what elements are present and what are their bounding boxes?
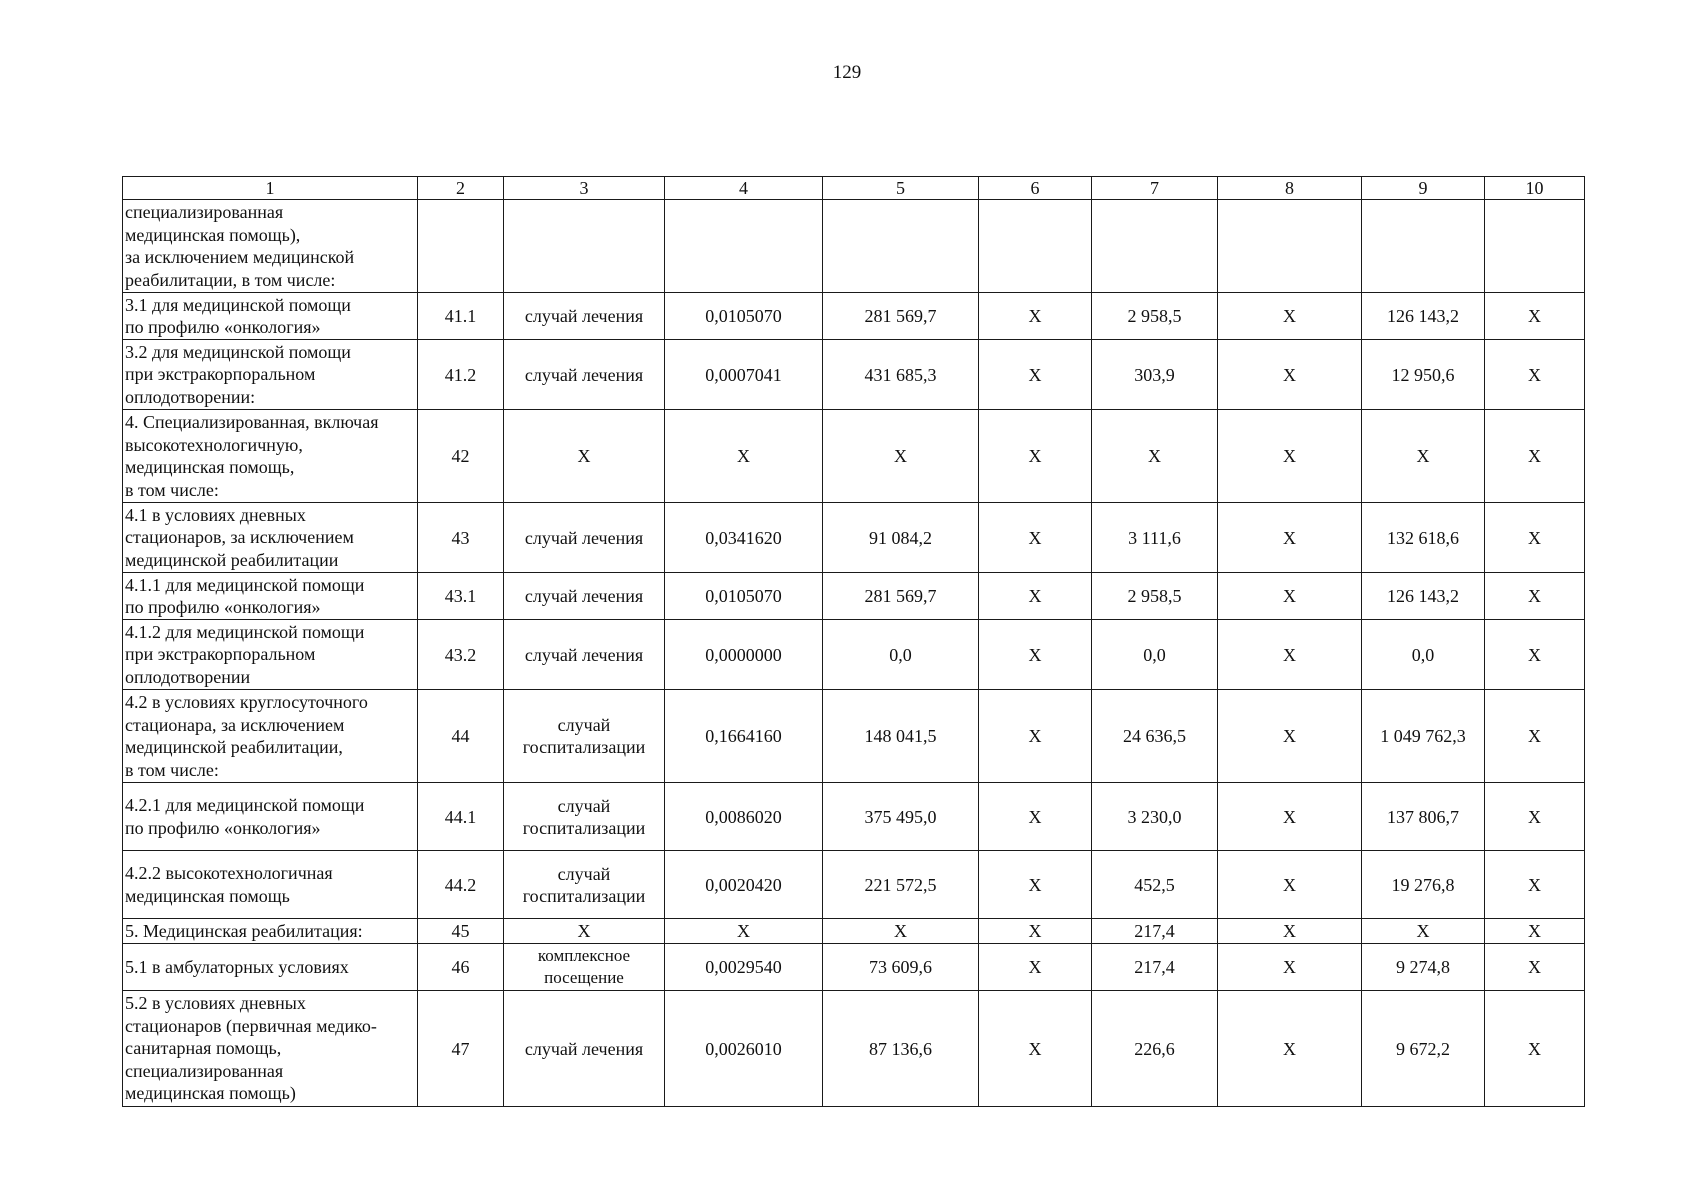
table-cell: 44 — [418, 690, 504, 783]
table-cell: X — [1485, 573, 1585, 620]
table-cell: 0,0105070 — [665, 293, 823, 340]
row-name-cell: 4.2.1 для медицинской помощи по профилю «онкология» — [123, 783, 418, 851]
table-row — [123, 991, 1585, 1107]
table-cell: 126 143,2 — [1362, 573, 1485, 620]
table-cell: X — [979, 503, 1092, 573]
row-name-cell: 4.1.1 для медицинской помощи по профилю «онкология» — [123, 573, 418, 620]
table-cell: 44.2 — [418, 851, 504, 919]
table-cell: X — [504, 919, 665, 944]
table-cell: комплексное посещение — [504, 944, 665, 991]
table-cell: X — [1485, 944, 1585, 991]
table-cell: X — [1218, 851, 1362, 919]
table-cell: 12 950,6 — [1362, 340, 1485, 410]
table-cell: X — [1485, 991, 1585, 1107]
row-name-cell: 4.1.2 для медицинской помощи при экстракорпоральном оплодотворении — [123, 620, 418, 690]
table-cell: X — [1218, 991, 1362, 1107]
row-name-cell: 4. Специализированная, включая высокотехнологичную, медицинская помощь, в том числе: — [123, 410, 418, 503]
table-cell: 281 569,7 — [823, 293, 979, 340]
column-header: 6 — [979, 177, 1092, 200]
table-cell: 0,0 — [1092, 620, 1218, 690]
table-cell: 87 136,6 — [823, 991, 979, 1107]
table-cell: X — [979, 293, 1092, 340]
table-cell: 431 685,3 — [823, 340, 979, 410]
table-cell: 148 041,5 — [823, 690, 979, 783]
table-cell: X — [1485, 919, 1585, 944]
page-number: 129 — [832, 62, 862, 83]
table-cell: X — [1218, 783, 1362, 851]
table-cell: 2 958,5 — [1092, 293, 1218, 340]
table-row — [123, 620, 1585, 690]
table-cell — [665, 200, 823, 293]
table-cell: X — [1485, 340, 1585, 410]
table-cell: X — [1362, 919, 1485, 944]
table-cell: случай госпитализации — [504, 851, 665, 919]
table-cell: X — [1485, 783, 1585, 851]
table-cell: случай лечения — [504, 340, 665, 410]
table-cell: 9 274,8 — [1362, 944, 1485, 991]
table-cell — [1362, 200, 1485, 293]
table-cell: 0,0341620 — [665, 503, 823, 573]
table-cell: X — [1218, 919, 1362, 944]
table-cell: X — [1485, 620, 1585, 690]
table-cell: X — [1218, 620, 1362, 690]
table-cell: X — [1218, 293, 1362, 340]
table-cell — [504, 200, 665, 293]
column-header: 4 — [665, 177, 823, 200]
table-cell: случай лечения — [504, 573, 665, 620]
table-cell: X — [665, 919, 823, 944]
table-row — [123, 919, 1585, 944]
table-cell: 0,0029540 — [665, 944, 823, 991]
table-cell: случай лечения — [504, 293, 665, 340]
table-cell: 44.1 — [418, 783, 504, 851]
table-row — [123, 783, 1585, 851]
table-cell: случай госпитализации — [504, 783, 665, 851]
data-table — [122, 176, 1585, 1107]
table-cell: 1 049 762,3 — [1362, 690, 1485, 783]
table-row — [123, 340, 1585, 410]
table-cell: 0,1664160 — [665, 690, 823, 783]
table-cell: X — [1485, 503, 1585, 573]
table-cell: 0,0026010 — [665, 991, 823, 1107]
column-header: 10 — [1485, 177, 1585, 200]
row-name-cell: специализированная медицинская помощь), за исключением медицинской реабилитации, в том числе: — [123, 200, 418, 293]
table-cell: X — [823, 919, 979, 944]
table-cell: 0,0086020 — [665, 783, 823, 851]
table-row — [123, 690, 1585, 783]
table-cell: 0,0 — [1362, 620, 1485, 690]
table-cell: X — [1218, 944, 1362, 991]
table-cell: 43.2 — [418, 620, 504, 690]
table-cell: случай лечения — [504, 620, 665, 690]
table-cell: X — [979, 340, 1092, 410]
table-cell: случай лечения — [504, 991, 665, 1107]
table-row — [123, 410, 1585, 503]
table-cell: 41.1 — [418, 293, 504, 340]
table-cell — [1218, 200, 1362, 293]
table-cell: X — [979, 573, 1092, 620]
table-cell: 9 672,2 — [1362, 991, 1485, 1107]
row-name-cell: 4.1 в условиях дневных стационаров, за исключением медицинской реабилитации — [123, 503, 418, 573]
table-cell: 137 806,7 — [1362, 783, 1485, 851]
table-cell: X — [1485, 690, 1585, 783]
table-cell: 221 572,5 — [823, 851, 979, 919]
table-cell: 46 — [418, 944, 504, 991]
table-cell: 303,9 — [1092, 340, 1218, 410]
table-cell — [418, 200, 504, 293]
column-header: 2 — [418, 177, 504, 200]
table-cell: 19 276,8 — [1362, 851, 1485, 919]
table-cell: 0,0105070 — [665, 573, 823, 620]
row-name-cell: 3.2 для медицинской помощи при экстракорпоральном оплодотворении: — [123, 340, 418, 410]
table-cell: 0,0000000 — [665, 620, 823, 690]
table-cell: 0,0007041 — [665, 340, 823, 410]
table-cell: X — [665, 410, 823, 503]
table-cell: 2 958,5 — [1092, 573, 1218, 620]
table-cell: X — [979, 783, 1092, 851]
table-cell — [979, 200, 1092, 293]
table-cell: X — [1218, 503, 1362, 573]
table-row — [123, 200, 1585, 293]
table-row — [123, 851, 1585, 919]
table-row — [123, 293, 1585, 340]
table-row — [123, 503, 1585, 573]
table-cell: X — [979, 410, 1092, 503]
column-header: 8 — [1218, 177, 1362, 200]
table-cell — [1092, 200, 1218, 293]
row-name-cell: 4.2 в условиях круглосуточного стационара, за исключением медицинской реабилитации, в том числе: — [123, 690, 418, 783]
column-header: 5 — [823, 177, 979, 200]
table-cell: 43.1 — [418, 573, 504, 620]
table-cell: X — [1485, 410, 1585, 503]
table-cell: X — [504, 410, 665, 503]
table-cell: X — [1362, 410, 1485, 503]
table-cell: X — [979, 991, 1092, 1107]
table-cell: X — [1485, 293, 1585, 340]
header-row — [123, 177, 1585, 200]
column-header: 7 — [1092, 177, 1218, 200]
table-cell: 126 143,2 — [1362, 293, 1485, 340]
table-cell: 45 — [418, 919, 504, 944]
table-cell: X — [979, 690, 1092, 783]
table-cell: X — [823, 410, 979, 503]
table-cell: 0,0 — [823, 620, 979, 690]
table-cell: 132 618,6 — [1362, 503, 1485, 573]
table-cell: 375 495,0 — [823, 783, 979, 851]
table-cell: 24 636,5 — [1092, 690, 1218, 783]
table-cell: X — [1485, 851, 1585, 919]
table-cell: X — [979, 919, 1092, 944]
row-name-cell: 5. Медицинская реабилитация: — [123, 919, 418, 944]
table-cell: X — [979, 944, 1092, 991]
table-cell: 0,0020420 — [665, 851, 823, 919]
table-cell: 452,5 — [1092, 851, 1218, 919]
table-cell: 3 230,0 — [1092, 783, 1218, 851]
table-cell: 41.2 — [418, 340, 504, 410]
table-cell: 43 — [418, 503, 504, 573]
column-header: 1 — [123, 177, 418, 200]
table-cell — [823, 200, 979, 293]
table-cell: X — [1092, 410, 1218, 503]
row-name-cell: 3.1 для медицинской помощи по профилю «онкология» — [123, 293, 418, 340]
table-cell: 226,6 — [1092, 991, 1218, 1107]
table-cell: случай госпитализации — [504, 690, 665, 783]
table-cell — [1485, 200, 1585, 293]
table-cell: 217,4 — [1092, 944, 1218, 991]
table-cell: X — [979, 620, 1092, 690]
row-name-cell: 5.2 в условиях дневных стационаров (первичная медико- санитарная помощь, специализированная медицинская помощь) — [123, 991, 418, 1107]
table-cell: X — [1218, 573, 1362, 620]
table-cell: 3 111,6 — [1092, 503, 1218, 573]
table-cell: случай лечения — [504, 503, 665, 573]
table-cell: 91 084,2 — [823, 503, 979, 573]
column-header: 3 — [504, 177, 665, 200]
table-row — [123, 944, 1585, 991]
column-header: 9 — [1362, 177, 1485, 200]
table-cell: X — [1218, 340, 1362, 410]
table-cell: X — [1218, 690, 1362, 783]
table-row — [123, 573, 1585, 620]
table-cell: 281 569,7 — [823, 573, 979, 620]
table-cell: X — [1218, 410, 1362, 503]
table-cell: 42 — [418, 410, 504, 503]
table-cell: X — [979, 851, 1092, 919]
row-name-cell: 4.2.2 высокотехнологичная медицинская помощь — [123, 851, 418, 919]
table-cell: 217,4 — [1092, 919, 1218, 944]
table-cell: 73 609,6 — [823, 944, 979, 991]
table-cell: 47 — [418, 991, 504, 1107]
row-name-cell: 5.1 в амбулаторных условиях — [123, 944, 418, 991]
